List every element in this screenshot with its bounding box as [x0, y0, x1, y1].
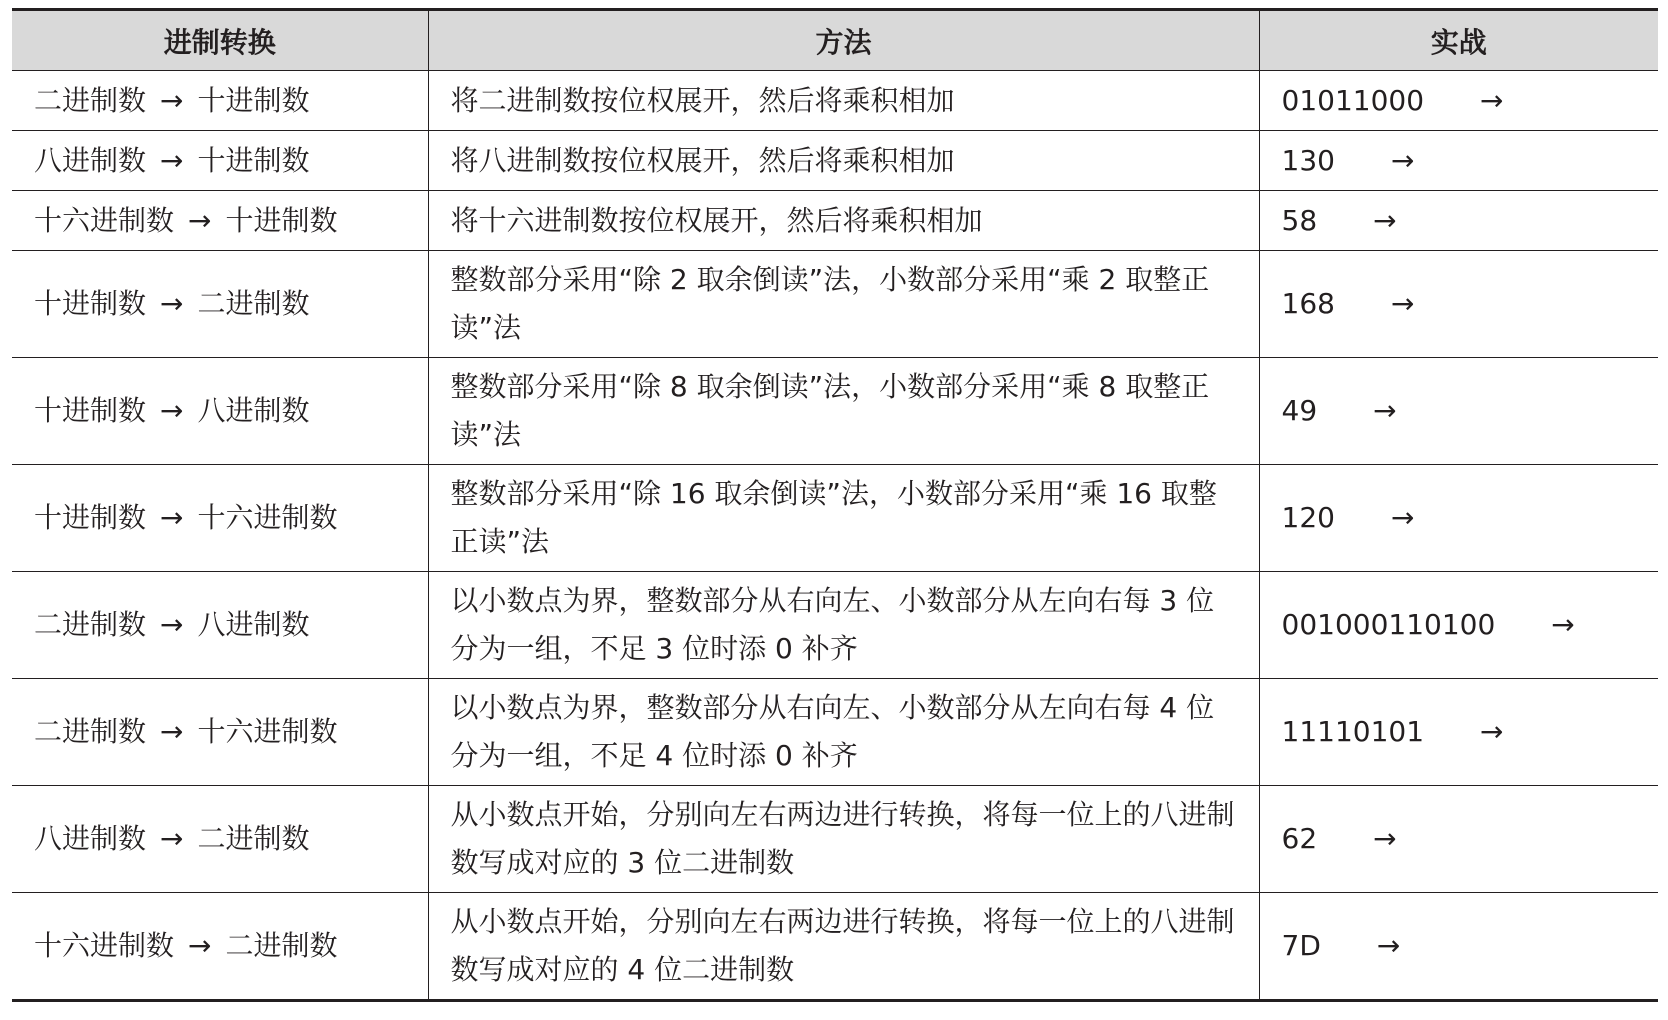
arrow-icon: →: [1551, 608, 1575, 641]
table-row: [12, 131, 1658, 191]
method-cell: 以小数点为界，整数部分从右向左、小数部分从左向右每 3 位分为一组，不足 3 位时添 0 补齐: [428, 572, 1259, 679]
from-base: 十进制数: [34, 394, 147, 427]
arrow-icon: →: [188, 929, 212, 962]
arrow-icon: →: [160, 83, 184, 117]
from-base: 二进制数: [34, 83, 147, 117]
example-value: 11110101: [1281, 715, 1425, 748]
from-base: 十进制数: [34, 501, 147, 534]
header-practice: 实战: [1259, 10, 1658, 71]
table-row: [12, 786, 1658, 893]
table-row: [12, 465, 1658, 572]
from-base: 二进制数: [34, 608, 147, 641]
example-cell: [1259, 358, 1658, 465]
conversion-cell: [12, 131, 428, 191]
header-conversion: 进制转换: [12, 10, 428, 71]
to-base: 二进制数: [197, 287, 310, 320]
example-value: 001000110100: [1281, 608, 1496, 641]
method-cell: 将二进制数按位权展开，然后将乘积相加: [428, 71, 1259, 131]
to-base: 十六进制数: [197, 501, 338, 534]
example-value: 01011000: [1281, 83, 1425, 117]
arrow-icon: →: [1373, 394, 1397, 427]
arrow-icon: →: [1480, 83, 1504, 117]
method-cell: 从小数点开始，分别向左右两边进行转换，将每一位上的八进制数写成对应的 4 位二进制数: [428, 893, 1259, 1001]
example-cell: [1259, 131, 1658, 191]
conversion-cell: [12, 893, 428, 1001]
table-row: [12, 191, 1658, 251]
table-row: [12, 572, 1658, 679]
from-base: 十进制数: [34, 287, 147, 320]
table-row: [12, 251, 1658, 358]
table-row: [12, 893, 1658, 1001]
example-cell: [1259, 786, 1658, 893]
arrow-icon: →: [1373, 822, 1397, 855]
example-cell: [1259, 465, 1658, 572]
table-header: [12, 10, 1658, 71]
method-cell: 从小数点开始，分别向左右两边进行转换，将每一位上的八进制数写成对应的 3 位二进制数: [428, 786, 1259, 893]
arrow-icon: →: [160, 715, 184, 748]
example-value: 58: [1281, 203, 1318, 237]
arrow-icon: →: [1390, 501, 1415, 534]
example-value: 168: [1281, 287, 1335, 320]
to-base: 二进制数: [225, 929, 338, 962]
conversion-cell: [12, 358, 428, 465]
example-value: 62: [1281, 822, 1318, 855]
arrow-icon: →: [1390, 287, 1415, 320]
conversion-cell: [12, 251, 428, 358]
conversion-table: [12, 8, 1658, 1002]
arrow-icon: →: [160, 608, 184, 641]
conversion-cell: [12, 572, 428, 679]
to-base: 十六进制数: [197, 715, 338, 748]
arrow-icon: →: [160, 822, 184, 855]
example-cell: [1259, 893, 1658, 1001]
to-base: 十进制数: [197, 143, 310, 177]
to-base: 二进制数: [197, 822, 310, 855]
example-cell: [1259, 572, 1658, 679]
example-value: 120: [1281, 501, 1335, 534]
method-cell: 将十六进制数按位权展开，然后将乘积相加: [428, 191, 1259, 251]
conversion-cell: [12, 679, 428, 786]
method-cell: 整数部分采用“除 2 取余倒读”法，小数部分采用“乘 2 取整正读”法: [428, 251, 1259, 358]
arrow-icon: →: [160, 501, 184, 534]
from-base: 八进制数: [34, 143, 147, 177]
method-cell: 以小数点为界，整数部分从右向左、小数部分从左向右每 4 位分为一组，不足 4 位时添 0 补齐: [428, 679, 1259, 786]
example-value: 49: [1281, 394, 1318, 427]
table-body: [12, 71, 1658, 1001]
to-base: 八进制数: [197, 608, 310, 641]
from-base: 十六进制数: [34, 203, 175, 237]
method-cell: 将八进制数按位权展开，然后将乘积相加: [428, 131, 1259, 191]
table-row: [12, 358, 1658, 465]
arrow-icon: →: [1373, 203, 1397, 237]
example-cell: [1259, 679, 1658, 786]
from-base: 二进制数: [34, 715, 147, 748]
conversion-cell: [12, 465, 428, 572]
arrow-icon: →: [160, 394, 184, 427]
conversion-cell: [12, 191, 428, 251]
arrow-icon: →: [188, 203, 212, 237]
example-cell: [1259, 71, 1658, 131]
example-cell: [1259, 251, 1658, 358]
method-cell: 整数部分采用“除 8 取余倒读”法，小数部分采用“乘 8 取整正读”法: [428, 358, 1259, 465]
arrow-icon: →: [160, 143, 184, 177]
to-base: 八进制数: [197, 394, 310, 427]
example-value: 7D: [1281, 929, 1321, 962]
table-row: [12, 679, 1658, 786]
from-base: 十六进制数: [34, 929, 175, 962]
arrow-icon: →: [1376, 929, 1401, 962]
example-cell: [1259, 191, 1658, 251]
arrow-icon: →: [1480, 715, 1504, 748]
to-base: 十进制数: [197, 83, 310, 117]
arrow-icon: →: [160, 287, 184, 320]
conversion-cell: [12, 71, 428, 131]
arrow-icon: →: [1390, 143, 1415, 177]
to-base: 十进制数: [225, 203, 338, 237]
table-row: [12, 71, 1658, 131]
example-value: 130: [1281, 143, 1335, 177]
header-row: [12, 10, 1658, 71]
from-base: 八进制数: [34, 822, 147, 855]
conversion-cell: [12, 786, 428, 893]
method-cell: 整数部分采用“除 16 取余倒读”法，小数部分采用“乘 16 取整正读”法: [428, 465, 1259, 572]
header-method: 方法: [428, 10, 1259, 71]
